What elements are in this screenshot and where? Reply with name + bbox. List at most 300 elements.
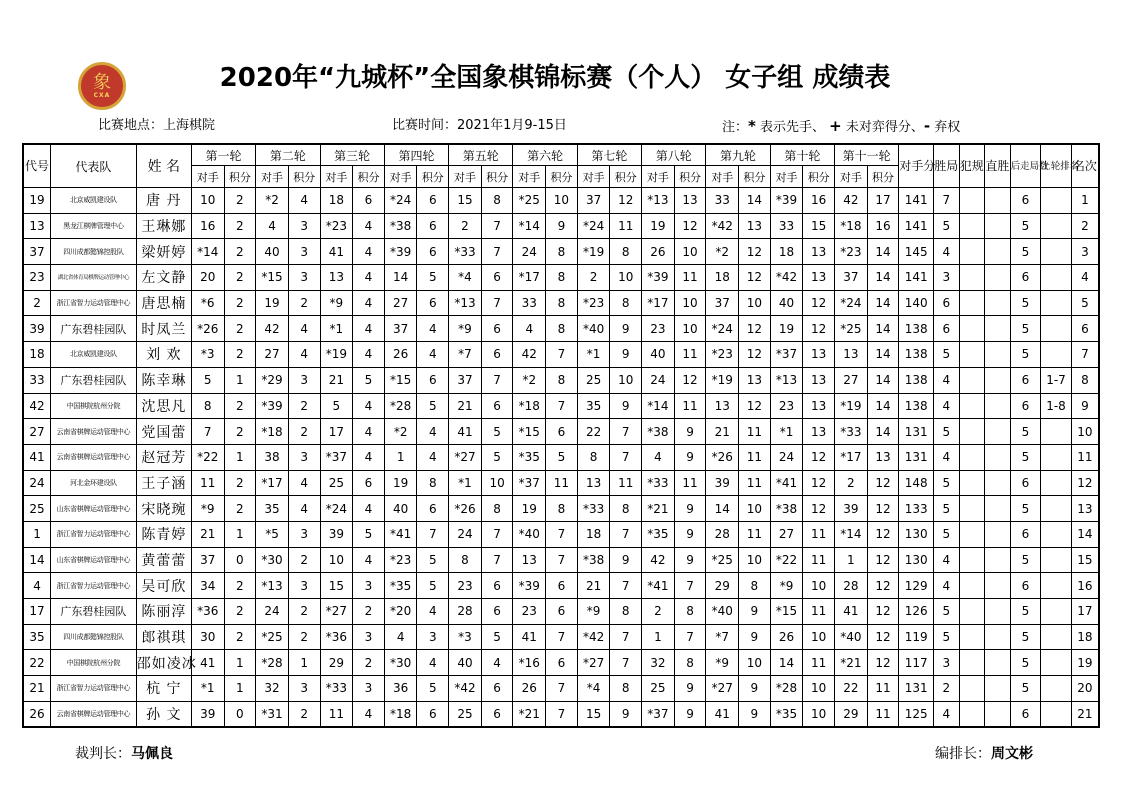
round-opponent: *18 — [256, 419, 289, 445]
round-opponent: *28 — [256, 650, 289, 676]
col-header-opponent: 对手 — [256, 166, 289, 188]
round-points: 8 — [546, 239, 578, 265]
round-points: 10 — [610, 367, 642, 393]
win-count: 4 — [934, 573, 960, 599]
col-header-foul: 犯规 — [959, 144, 985, 188]
round-opponent: 21 — [577, 573, 610, 599]
later-games: 6 — [1010, 470, 1041, 496]
round-points: 9 — [674, 676, 706, 702]
round-points: 3 — [353, 573, 385, 599]
round-opponent: 40 — [770, 290, 803, 316]
previous-rank — [1041, 496, 1072, 522]
round-opponent: *21 — [835, 650, 868, 676]
round-points: 3 — [288, 239, 320, 265]
round-opponent: *29 — [256, 367, 289, 393]
round-points: 4 — [353, 290, 385, 316]
round-opponent: *40 — [577, 316, 610, 342]
round-opponent: 39 — [320, 521, 353, 547]
round-opponent: 14 — [770, 650, 803, 676]
opponent-score: 138 — [899, 393, 934, 419]
round-opponent: *21 — [513, 701, 546, 727]
player-code: 23 — [23, 265, 51, 291]
round-opponent: *15 — [770, 599, 803, 625]
table-row — [23, 444, 1099, 470]
table-row — [23, 573, 1099, 599]
round-opponent: 26 — [513, 676, 546, 702]
round-points: 2 — [224, 265, 256, 291]
round-points: 11 — [610, 213, 642, 239]
round-points: 2 — [224, 342, 256, 368]
later-games: 5 — [1010, 676, 1041, 702]
final-place: 5 — [1071, 290, 1099, 316]
round-opponent: 41 — [706, 701, 739, 727]
round-opponent: *7 — [449, 342, 482, 368]
round-opponent: 33 — [770, 213, 803, 239]
final-place: 17 — [1071, 599, 1099, 625]
direct-win — [985, 650, 1011, 676]
opponent-score: 117 — [899, 650, 934, 676]
round-opponent: *2 — [706, 239, 739, 265]
foul-count — [959, 316, 985, 342]
round-opponent: *38 — [577, 547, 610, 573]
round-opponent: *24 — [577, 213, 610, 239]
later-games: 5 — [1010, 419, 1041, 445]
player-name: 黄蕾蕾 — [136, 547, 191, 573]
round-points: 6 — [481, 342, 513, 368]
round-points: 7 — [610, 573, 642, 599]
round-points: 6 — [481, 599, 513, 625]
player-team: 云南省棋牌运动管理中心 — [51, 419, 137, 445]
round-opponent: 2 — [835, 470, 868, 496]
win-count: 4 — [934, 239, 960, 265]
direct-win — [985, 213, 1011, 239]
round-opponent: *27 — [706, 676, 739, 702]
round-points: 14 — [867, 419, 899, 445]
round-opponent: 41 — [513, 624, 546, 650]
note-minus-text: 弃权 — [930, 120, 961, 135]
match-location: 比赛地点：上海棋院 — [98, 118, 216, 133]
previous-rank — [1041, 599, 1072, 625]
round-points: 11 — [867, 701, 899, 727]
round-points: 4 — [353, 316, 385, 342]
round-points: 2 — [224, 470, 256, 496]
round-points: 1 — [224, 676, 256, 702]
round-opponent: 42 — [835, 188, 868, 214]
round-opponent: 21 — [320, 367, 353, 393]
later-games: 5 — [1010, 547, 1041, 573]
round-opponent: 19 — [513, 496, 546, 522]
win-count: 6 — [934, 316, 960, 342]
player-team: 四川成都懿锦控股队 — [51, 624, 137, 650]
col-header-opp-score: 对手分 — [899, 144, 934, 188]
later-games: 5 — [1010, 496, 1041, 522]
round-opponent: 25 — [577, 367, 610, 393]
round-opponent: 30 — [191, 624, 224, 650]
round-points: 10 — [739, 650, 771, 676]
round-points: 4 — [288, 316, 320, 342]
player-code: 35 — [23, 624, 51, 650]
round-points: 7 — [481, 367, 513, 393]
win-count: 3 — [934, 650, 960, 676]
round-opponent: *40 — [835, 624, 868, 650]
player-name: 时凤兰 — [136, 316, 191, 342]
previous-rank — [1041, 676, 1072, 702]
foul-count — [959, 444, 985, 470]
player-team: 浙江省智力运动管理中心 — [51, 521, 137, 547]
table-row — [23, 342, 1099, 368]
round-points: 8 — [546, 367, 578, 393]
round-opponent: 37 — [835, 265, 868, 291]
round-points: 8 — [546, 316, 578, 342]
opponent-score: 141 — [899, 213, 934, 239]
round-points: 1 — [224, 650, 256, 676]
round-opponent: *7 — [706, 624, 739, 650]
table-row — [23, 393, 1099, 419]
round-points: 9 — [674, 521, 706, 547]
round-opponent: *17 — [513, 265, 546, 291]
col-header-opponent: 对手 — [320, 166, 353, 188]
round-opponent: 2 — [449, 213, 482, 239]
direct-win — [985, 701, 1011, 727]
round-points: 12 — [739, 265, 771, 291]
later-games: 6 — [1010, 573, 1041, 599]
round-opponent: 29 — [320, 650, 353, 676]
round-points: 12 — [867, 573, 899, 599]
round-points: 11 — [803, 521, 835, 547]
round-opponent: *15 — [384, 367, 417, 393]
round-points: 4 — [288, 470, 320, 496]
round-opponent: *38 — [770, 496, 803, 522]
round-points: 2 — [353, 650, 385, 676]
player-name: 郎祺琪 — [136, 624, 191, 650]
win-count: 4 — [934, 367, 960, 393]
round-points: 4 — [417, 419, 449, 445]
table-row — [23, 701, 1099, 727]
foul-count — [959, 367, 985, 393]
round-opponent: *24 — [384, 188, 417, 214]
note-minus: - — [923, 117, 931, 135]
round-points: 7 — [481, 239, 513, 265]
round-points: 0 — [224, 547, 256, 573]
round-points: 9 — [546, 213, 578, 239]
round-points: 4 — [353, 496, 385, 522]
round-points: 9 — [739, 701, 771, 727]
round-opponent: 25 — [320, 470, 353, 496]
round-points: 11 — [546, 470, 578, 496]
round-points: 6 — [417, 367, 449, 393]
round-opponent: *24 — [320, 496, 353, 522]
player-team: 广东碧桂园队 — [51, 599, 137, 625]
player-team: 北京威凯建设队 — [51, 188, 137, 214]
col-header-round-8: 第八轮 — [642, 144, 706, 166]
col-header-round-11: 第十一轮 — [835, 144, 899, 166]
round-points: 13 — [803, 419, 835, 445]
final-place: 1 — [1071, 188, 1099, 214]
round-points: 7 — [610, 444, 642, 470]
round-opponent: *22 — [191, 444, 224, 470]
col-header-team: 代表队 — [51, 144, 137, 188]
note-plus: + — [829, 117, 842, 135]
round-opponent: 22 — [577, 419, 610, 445]
foul-count — [959, 599, 985, 625]
table-row — [23, 547, 1099, 573]
round-points: 11 — [674, 393, 706, 419]
foul-count — [959, 573, 985, 599]
round-points: 6 — [546, 573, 578, 599]
round-opponent: *30 — [256, 547, 289, 573]
col-header-opponent: 对手 — [384, 166, 417, 188]
round-opponent: *33 — [320, 676, 353, 702]
win-count: 4 — [934, 547, 960, 573]
round-points: 2 — [353, 599, 385, 625]
round-points: 4 — [353, 342, 385, 368]
round-opponent: 23 — [770, 393, 803, 419]
opponent-score: 141 — [899, 188, 934, 214]
round-opponent: *15 — [513, 419, 546, 445]
previous-rank — [1041, 650, 1072, 676]
round-points: 9 — [739, 599, 771, 625]
col-header-points: 积分 — [481, 166, 513, 188]
round-opponent: *1 — [770, 419, 803, 445]
later-games: 6 — [1010, 265, 1041, 291]
round-opponent: *33 — [835, 419, 868, 445]
round-points: 8 — [417, 470, 449, 496]
round-opponent: *17 — [642, 290, 675, 316]
arranger-name: 周文彬 — [991, 746, 1033, 762]
foul-count — [959, 239, 985, 265]
col-header-round-5: 第五轮 — [449, 144, 513, 166]
cxa-logo — [78, 62, 126, 110]
final-place: 14 — [1071, 521, 1099, 547]
round-opponent: 21 — [706, 419, 739, 445]
round-points: 11 — [867, 676, 899, 702]
round-points: 7 — [546, 393, 578, 419]
player-name: 党国蕾 — [136, 419, 191, 445]
round-opponent: 13 — [577, 470, 610, 496]
round-points: 16 — [867, 213, 899, 239]
round-points: 6 — [417, 701, 449, 727]
player-name: 陈丽淳 — [136, 599, 191, 625]
round-opponent: 28 — [706, 521, 739, 547]
round-points: 8 — [481, 496, 513, 522]
round-points: 3 — [288, 444, 320, 470]
round-points: 1 — [224, 444, 256, 470]
table-row — [23, 316, 1099, 342]
opponent-score: 131 — [899, 419, 934, 445]
round-points: 8 — [674, 650, 706, 676]
col-header-points: 积分 — [417, 166, 449, 188]
table-row — [23, 599, 1099, 625]
previous-rank — [1041, 470, 1072, 496]
round-opponent: 1 — [384, 444, 417, 470]
round-points: 8 — [546, 496, 578, 522]
win-count: 5 — [934, 342, 960, 368]
legend-note — [722, 117, 960, 137]
player-code: 14 — [23, 547, 51, 573]
win-count: 5 — [934, 599, 960, 625]
win-count: 5 — [934, 521, 960, 547]
round-points: 11 — [803, 547, 835, 573]
round-points: 13 — [803, 393, 835, 419]
player-code: 17 — [23, 599, 51, 625]
round-opponent: *26 — [191, 316, 224, 342]
round-opponent: *1 — [449, 470, 482, 496]
note-plus-text: 未对弈得分、 — [841, 120, 924, 135]
player-code: 21 — [23, 676, 51, 702]
round-opponent: 14 — [706, 496, 739, 522]
player-team: 云南省棋牌运动管理中心 — [51, 444, 137, 470]
round-points: 7 — [546, 676, 578, 702]
round-points: 13 — [867, 444, 899, 470]
col-header-points: 积分 — [288, 166, 320, 188]
win-count: 4 — [934, 393, 960, 419]
round-points: 14 — [867, 342, 899, 368]
round-points: 10 — [803, 624, 835, 650]
round-opponent: *1 — [191, 676, 224, 702]
round-points: 6 — [481, 265, 513, 291]
round-points: 9 — [610, 316, 642, 342]
round-points: 12 — [867, 547, 899, 573]
round-opponent: 18 — [577, 521, 610, 547]
referee-label: 裁判长： — [75, 746, 131, 762]
round-points: 5 — [417, 573, 449, 599]
logo-glyph: 象 — [93, 71, 111, 93]
later-games: 5 — [1010, 290, 1041, 316]
round-points: 2 — [224, 496, 256, 522]
round-points: 11 — [739, 470, 771, 496]
col-header-round-2: 第二轮 — [256, 144, 320, 166]
player-name: 陈幸琳 — [136, 367, 191, 393]
col-header-opponent: 对手 — [449, 166, 482, 188]
results-table — [22, 143, 1100, 728]
player-team: 四川成都懿锦控股队 — [51, 239, 137, 265]
round-opponent: *42 — [706, 213, 739, 239]
player-name: 杭 宁 — [136, 676, 191, 702]
round-points: 11 — [803, 650, 835, 676]
round-opponent: 19 — [256, 290, 289, 316]
round-points: 7 — [610, 419, 642, 445]
col-header-opponent: 对手 — [642, 166, 675, 188]
round-points: 9 — [674, 419, 706, 445]
player-name: 邵如凌冰 — [136, 650, 191, 676]
round-points: 2 — [224, 419, 256, 445]
round-points: 3 — [353, 676, 385, 702]
player-code: 41 — [23, 444, 51, 470]
round-points: 7 — [417, 521, 449, 547]
round-points: 7 — [546, 701, 578, 727]
round-points: 2 — [224, 316, 256, 342]
round-opponent: *41 — [770, 470, 803, 496]
final-place: 9 — [1071, 393, 1099, 419]
page-title: 2020年“九城杯”全国象棋锦标赛（个人） 女子组 成绩表 — [219, 63, 891, 93]
round-opponent: 15 — [320, 573, 353, 599]
round-opponent: *33 — [449, 239, 482, 265]
later-games: 5 — [1010, 624, 1041, 650]
round-opponent: *3 — [449, 624, 482, 650]
note-prefix: 注： — [722, 120, 749, 135]
round-opponent: 34 — [191, 573, 224, 599]
direct-win — [985, 470, 1011, 496]
round-points: 4 — [353, 393, 385, 419]
player-code: 42 — [23, 393, 51, 419]
round-opponent: 26 — [384, 342, 417, 368]
round-opponent: 23 — [642, 316, 675, 342]
round-points: 2 — [224, 599, 256, 625]
round-points: 13 — [739, 367, 771, 393]
round-opponent: 13 — [706, 393, 739, 419]
later-games: 5 — [1010, 444, 1041, 470]
round-opponent: *38 — [384, 213, 417, 239]
round-points: 7 — [546, 547, 578, 573]
round-opponent: *23 — [577, 290, 610, 316]
previous-rank — [1041, 573, 1072, 599]
foul-count — [959, 342, 985, 368]
round-points: 7 — [546, 624, 578, 650]
round-points: 8 — [610, 676, 642, 702]
round-opponent: *28 — [770, 676, 803, 702]
round-opponent: *23 — [384, 547, 417, 573]
previous-rank — [1041, 701, 1072, 727]
round-opponent: 33 — [706, 188, 739, 214]
previous-rank — [1041, 521, 1072, 547]
table-row — [23, 188, 1099, 214]
round-points: 14 — [739, 188, 771, 214]
player-code: 18 — [23, 342, 51, 368]
win-count: 4 — [934, 444, 960, 470]
round-opponent: 29 — [706, 573, 739, 599]
round-points: 6 — [417, 239, 449, 265]
win-count: 4 — [934, 701, 960, 727]
round-points: 11 — [739, 521, 771, 547]
player-name: 王琳娜 — [136, 213, 191, 239]
col-header-round-9: 第九轮 — [706, 144, 770, 166]
table-row — [23, 521, 1099, 547]
round-points: 8 — [481, 188, 513, 214]
round-opponent: 40 — [256, 239, 289, 265]
round-opponent: *1 — [320, 316, 353, 342]
foul-count — [959, 419, 985, 445]
round-points: 2 — [288, 290, 320, 316]
final-place: 3 — [1071, 239, 1099, 265]
player-code: 33 — [23, 367, 51, 393]
foul-count — [959, 213, 985, 239]
round-opponent: 40 — [449, 650, 482, 676]
round-opponent: *28 — [384, 393, 417, 419]
later-games: 5 — [1010, 239, 1041, 265]
round-opponent: 1 — [835, 547, 868, 573]
round-points: 4 — [417, 444, 449, 470]
round-opponent: 33 — [513, 290, 546, 316]
round-opponent: *35 — [384, 573, 417, 599]
player-code: 19 — [23, 188, 51, 214]
round-opponent: *1 — [577, 342, 610, 368]
round-opponent: *13 — [449, 290, 482, 316]
foul-count — [959, 624, 985, 650]
round-opponent: 14 — [384, 265, 417, 291]
round-opponent: *25 — [256, 624, 289, 650]
round-opponent: *2 — [513, 367, 546, 393]
round-points: 9 — [739, 676, 771, 702]
round-opponent: *27 — [320, 599, 353, 625]
round-opponent: *42 — [770, 265, 803, 291]
round-opponent: *25 — [835, 316, 868, 342]
round-points: 1 — [224, 367, 256, 393]
round-points: 12 — [803, 496, 835, 522]
later-games: 5 — [1010, 316, 1041, 342]
round-points: 17 — [867, 188, 899, 214]
round-points: 3 — [353, 624, 385, 650]
previous-rank — [1041, 213, 1072, 239]
